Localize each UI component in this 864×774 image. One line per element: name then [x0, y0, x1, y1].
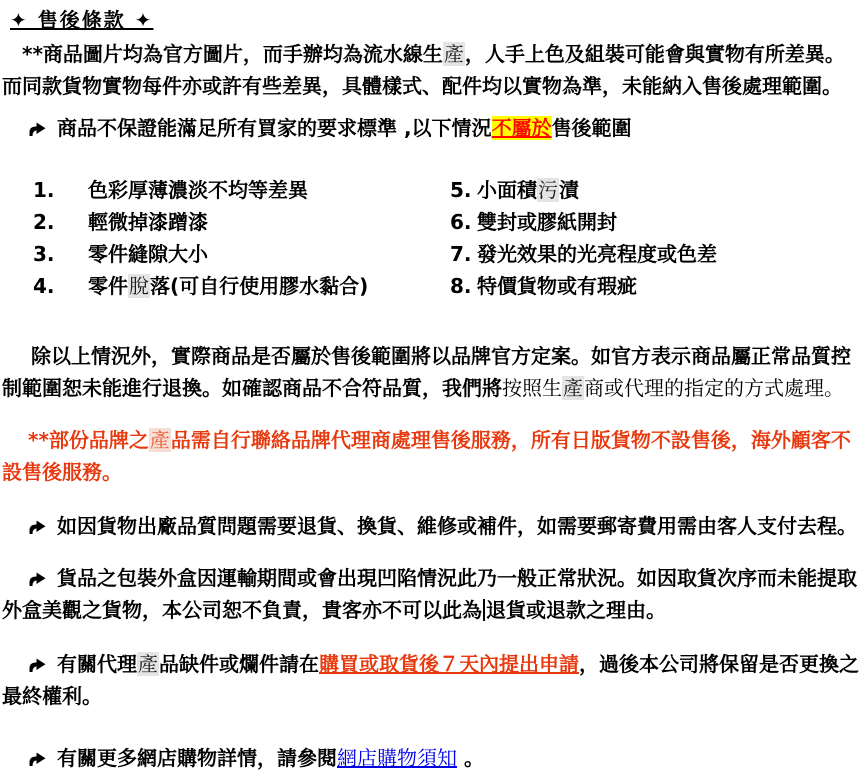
item-number: 6.	[450, 210, 472, 234]
intro-line-2	[2, 70, 864, 102]
exclusion-item-8	[450, 270, 864, 302]
notice-line	[29, 112, 864, 144]
exclusion-row	[0, 206, 864, 238]
item-text: 零件縫隙大小	[88, 242, 208, 266]
claim-deadline-emphasis: 購買或取貨後７天內提出申請	[319, 652, 579, 676]
claim-line-2	[2, 680, 864, 712]
item-number: 2.	[33, 210, 55, 234]
packaging-text-2: 外盒美觀之貨物，本公司恕不負責，貴客亦不可以此為	[2, 598, 482, 622]
claim-text-4: 最終權利。	[2, 684, 102, 708]
item-text: 零件	[88, 274, 128, 298]
item-text: 色彩厚薄濃淡不均等差異	[88, 178, 308, 202]
claim-line-1	[29, 648, 864, 680]
more-info-line	[29, 742, 864, 774]
item-text: 雙封或膠紙開封	[477, 210, 617, 234]
exclusion-item-3	[33, 238, 450, 270]
substituted-char: 產	[149, 428, 170, 452]
shipping-line	[29, 510, 864, 542]
intro-text-1: **商品圖片均為官方圖片，而手辦均為流水線生	[22, 42, 443, 66]
item-number: 8.	[450, 274, 472, 298]
item-number: 3.	[33, 242, 55, 266]
exclusion-item-5	[450, 174, 864, 206]
brand-note-text-2: 品需自行聯絡品牌代理商處理售後服務，所有日版貨物不設售後，海外顧客不	[170, 428, 851, 452]
substituted-char: 產	[443, 42, 464, 66]
intro-text-3: 而同款貨物實物每件亦或許有些差異，具體樣式、配件均以實物為準，未能納入售後處理範圍。	[2, 74, 842, 98]
intro-text-2: ，人手上色及組裝可能會與實物有所差異。	[464, 42, 845, 66]
exclusion-row	[0, 174, 864, 206]
item-number: 5.	[450, 178, 472, 202]
claim-text-1: 有關代理	[57, 652, 137, 676]
claim-text-2: 品缺件或爛件請在	[159, 652, 319, 676]
item-number: 1.	[33, 178, 55, 202]
packaging-line-1	[29, 562, 864, 594]
item-text: 小面積	[477, 178, 537, 202]
exclusion-item-7	[450, 238, 864, 270]
packaging-text-3: 退貨或退款之理由。	[486, 598, 666, 622]
item-text: 輕微掉漆蹭漆	[88, 210, 208, 234]
curved-right-arrow-icon	[29, 510, 46, 542]
more-info-text: 有關更多網店購物詳情，請參閱	[57, 746, 337, 770]
curved-right-arrow-icon	[29, 112, 46, 144]
brand-note-text-1: **部份品牌之	[28, 428, 149, 452]
substituted-char: 污	[538, 178, 558, 202]
title-row	[10, 0, 864, 32]
claim-text-3: ，過後本公司將保留是否更換之	[579, 652, 859, 676]
notice-highlighted-text: 不屬於	[491, 116, 552, 140]
substituted-char: 產	[138, 652, 158, 676]
brand-note-line-2	[2, 456, 864, 488]
brand-note-text-3: 設售後服務。	[2, 460, 122, 484]
brand-note-line-1	[28, 424, 864, 456]
packaging-line-2	[2, 594, 864, 626]
shipping-text: 如因貨物出廠品質問題需要退貨、換貨、維修或補件，如需要郵寄費用需由客人支付去程。	[57, 514, 857, 538]
item-text: 落(可自行使用膠水黏合)	[150, 274, 369, 298]
item-text: 漬	[559, 178, 579, 202]
exclusion-row	[0, 270, 864, 302]
more-info-text-end: 。	[457, 746, 484, 770]
exclusion-item-2	[33, 206, 450, 238]
exclusion-list	[0, 174, 864, 302]
packaging-paragraph	[0, 562, 864, 626]
policy-text-4: 商或代理的指定的方式處理。	[584, 376, 844, 400]
exclusion-item-6	[450, 206, 864, 238]
policy-text-1: 除以上情況外，實際商品是否屬於售後範圍將以品牌官方定案。如官方表示商品屬正常品質控	[31, 344, 851, 368]
exclusion-item-4	[33, 270, 450, 302]
substituted-char: 產	[563, 376, 583, 400]
policy-line-2	[2, 372, 864, 404]
store-shopping-notice-link[interactable]: 網店購物須知	[337, 746, 457, 770]
brand-note-paragraph	[0, 424, 864, 488]
page-title: ✦ 售後條款 ✦	[10, 8, 154, 32]
intro-line-1	[22, 38, 864, 70]
packaging-text-1: 貨品之包裝外盒因運輸期間或會出現凹陷情況此乃一般正常狀況。如因取貨次序而未能提取	[57, 566, 857, 590]
curved-right-arrow-icon	[29, 648, 46, 680]
item-text: 特價貨物或有瑕疵	[477, 274, 637, 298]
notice-text-pre: 商品不保證能滿足所有買家的要求標準 ,以下情況	[57, 116, 492, 140]
text-cursor	[483, 599, 485, 621]
policy-text-2: 制範圍恕未能進行退換。如確認商品不合符品質，我們將	[2, 376, 502, 400]
curved-right-arrow-icon	[29, 742, 46, 774]
policy-line-1	[31, 340, 864, 372]
item-number: 7.	[450, 242, 472, 266]
notice-text-post: 售後範圍	[551, 116, 632, 140]
exclusion-item-1	[33, 174, 450, 206]
policy-text-3: 按照生	[502, 376, 562, 400]
substituted-char: 脫	[129, 274, 149, 298]
item-number: 4.	[33, 274, 55, 298]
policy-paragraph	[0, 340, 864, 404]
curved-right-arrow-icon	[29, 562, 46, 594]
intro-paragraph	[0, 38, 864, 102]
item-text: 發光效果的光亮程度或色差	[477, 242, 717, 266]
exclusion-row	[0, 238, 864, 270]
claim-paragraph	[0, 648, 864, 712]
